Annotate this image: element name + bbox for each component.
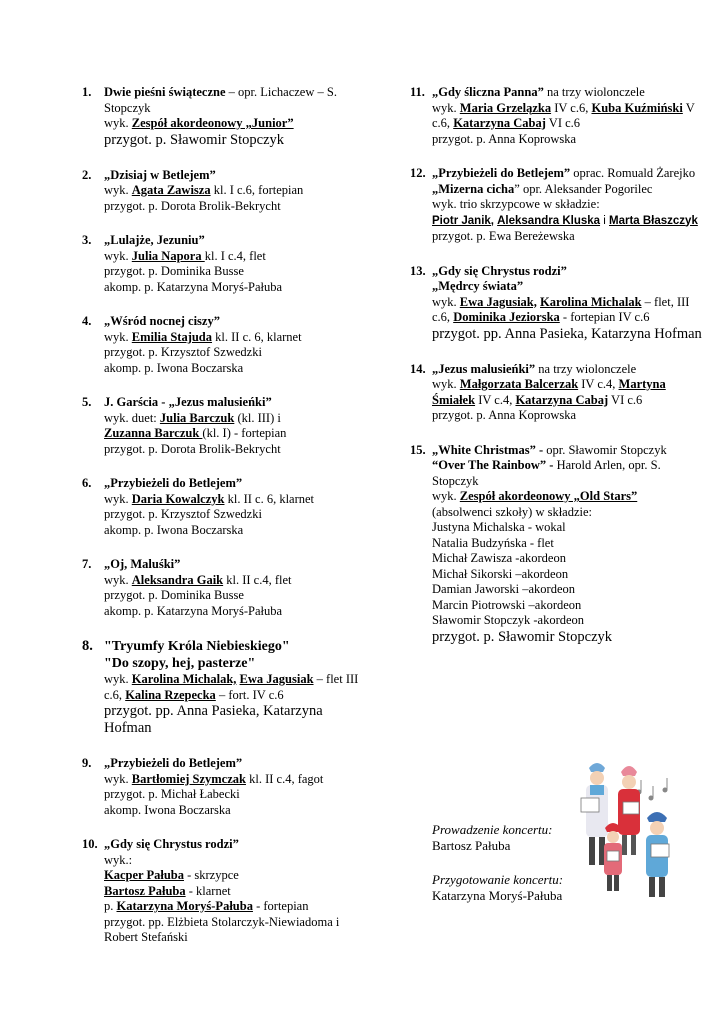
preparer: przygot. p. Sławomir Stopczyk bbox=[104, 131, 285, 148]
preparer: przygot. p. Michał Łabecki bbox=[104, 787, 240, 801]
piece-title: Dwie pieśni świąteczne bbox=[104, 85, 226, 99]
piece-title: "Tryumfy Króla Niebieskiego" bbox=[104, 639, 290, 654]
program-item-5 bbox=[82, 395, 372, 457]
performer: Kacper Pałuba bbox=[104, 868, 184, 882]
performer: Zespół akordeonowy „Junior” bbox=[131, 116, 294, 130]
preparer: przygot. p. Dominika Busse bbox=[104, 264, 244, 278]
program-item-7 bbox=[82, 557, 372, 619]
performer-detail: V c.6, bbox=[432, 100, 695, 130]
carolers-illustration bbox=[577, 758, 682, 900]
ensemble-label: wyk. trio skrzypcowe w składzie: bbox=[432, 197, 600, 211]
performer: Zuzanna Barczuk bbox=[104, 426, 203, 440]
performer: Katarzyna Cabaj bbox=[453, 116, 546, 130]
piece-title: „Dzisiaj w Betlejem” bbox=[104, 167, 216, 182]
performer-detail: IV c.6, bbox=[551, 100, 592, 115]
item-number: 9. bbox=[82, 756, 92, 770]
prep-label: Przygotowanie koncertu: bbox=[432, 872, 564, 887]
performer: Bartłomiej Szymczak bbox=[131, 771, 246, 786]
performer-detail: IV c.4, bbox=[578, 377, 619, 391]
program-item-3 bbox=[82, 233, 372, 295]
performer-label: wyk. bbox=[432, 377, 460, 391]
caroler-figure bbox=[581, 763, 608, 865]
ensemble-note: (absolwenci szkoły) w składzie: bbox=[432, 504, 593, 519]
item-number: 1. bbox=[82, 85, 92, 99]
piece-title: „White Christmas” - bbox=[432, 442, 544, 457]
performer: Agata Zawisza bbox=[131, 183, 211, 197]
performer: Aleksandra Gaik bbox=[131, 572, 224, 587]
host-label: Prowadzenie koncertu: bbox=[432, 822, 553, 837]
performer-detail: – flet, III c.6, bbox=[432, 294, 690, 324]
performer: Maria Grzelązka bbox=[459, 100, 552, 115]
performer-label: wyk. bbox=[432, 294, 460, 309]
member: Michał Sikorski –akordeon bbox=[432, 566, 569, 581]
performer-label: wyk. bbox=[104, 116, 132, 130]
program-item-12 bbox=[410, 166, 705, 245]
performer-label: wyk. bbox=[432, 100, 460, 115]
item-number: 6. bbox=[82, 476, 92, 490]
piece-note: oprac. Romuald Żarejko bbox=[570, 166, 696, 180]
performer-detail: kl. II c.4, flet bbox=[223, 572, 292, 587]
performer-detail: – flet III c.6, bbox=[104, 672, 359, 702]
item-number: 11. bbox=[410, 85, 425, 99]
item-number: 10. bbox=[82, 837, 98, 851]
item-number: 3. bbox=[82, 233, 92, 247]
performer: Ewa Jagusiak, bbox=[459, 294, 537, 309]
piece-note: na trzy wiolonczele bbox=[535, 361, 637, 376]
preparer: przygot. p. Sławomir Stopczyk bbox=[432, 628, 613, 645]
program-item-15 bbox=[410, 443, 705, 646]
member: Justyna Michalska - wokal bbox=[432, 520, 566, 534]
performer-detail: VI c.6 bbox=[608, 392, 643, 407]
performer: Marta Błaszczyk bbox=[609, 214, 698, 227]
arranger: – opr. Lichaczew – S. Stopczyk bbox=[104, 85, 337, 115]
performer: Zespół akordeonowy „Old Stars” bbox=[459, 489, 638, 503]
piece-title-2: “Over The Rainbow” - bbox=[432, 458, 554, 472]
accompanist: akomp. p. Iwona Boczarska bbox=[104, 522, 244, 537]
performer: Karolina Michalak, bbox=[131, 672, 237, 686]
performer: Ewa Jagusiak bbox=[239, 672, 314, 686]
item-number: 4. bbox=[82, 314, 92, 328]
performer-detail: (kl. I) - fortepian bbox=[202, 426, 287, 440]
accompanist: akomp. p. Katarzyna Moryś-Pałuba bbox=[104, 279, 283, 294]
preparer: przygot. p. Dorota Brolik-Bekrycht bbox=[104, 441, 281, 456]
program-item-4 bbox=[82, 314, 372, 376]
piece-title: „Przybieżeli do Betlejem” bbox=[432, 166, 571, 180]
item-number: 2. bbox=[82, 167, 92, 182]
performer-separator: i bbox=[600, 214, 609, 227]
program-item-6 bbox=[82, 476, 372, 538]
item-number: 15. bbox=[410, 442, 426, 457]
performer: Julia Napora bbox=[131, 248, 205, 263]
item-number: 5. bbox=[82, 395, 92, 409]
performer-label: wyk. bbox=[104, 771, 132, 786]
piece-title-2: „Mizerna cicha bbox=[432, 181, 515, 196]
piece-title-2: "Do szopy, hej, pasterze" bbox=[104, 656, 256, 671]
performer-label: wyk. bbox=[104, 183, 132, 197]
host-name: Bartosz Pałuba bbox=[432, 838, 511, 853]
performer-detail: (kl. III) i bbox=[234, 410, 281, 425]
member: Damian Jaworski –akordeon bbox=[432, 582, 576, 596]
performer: Piotr Janik, bbox=[432, 214, 494, 227]
performer: Daria Kowalczyk bbox=[131, 491, 225, 506]
performer: Emilia Stajuda bbox=[131, 329, 213, 344]
left-column bbox=[82, 85, 372, 965]
concert-preparation bbox=[432, 872, 563, 904]
performer-detail: – fort. IV c.6 bbox=[215, 687, 284, 702]
piece-note: na trzy wiolonczele bbox=[543, 85, 645, 99]
program-item-9 bbox=[82, 756, 372, 818]
performer-detail: VI c.6 bbox=[545, 116, 581, 130]
performer-detail: - klarnet bbox=[185, 883, 231, 898]
performer-detail: kl. II c. 6, klarnet bbox=[224, 491, 315, 506]
performer-detail: kl. II c.4, fagot bbox=[245, 771, 324, 786]
preparer: przygot. p. Krzysztof Szwedzki bbox=[104, 507, 262, 521]
performer: Karolina Michalak bbox=[540, 294, 642, 309]
performer: Aleksandra Kluska bbox=[497, 214, 601, 227]
performer: Małgorzata Balcerzak bbox=[459, 377, 579, 391]
performer-label: wyk. bbox=[104, 329, 132, 344]
performer-detail: kl. II c. 6, klarnet bbox=[212, 329, 302, 344]
piece-title: „Oj, Maluśki” bbox=[104, 557, 181, 571]
performer: Kalina Rzepecka bbox=[125, 687, 216, 702]
piece-title: „Przybieżeli do Betlejem” bbox=[104, 476, 243, 490]
item-number: 8. bbox=[82, 638, 93, 654]
performer-detail: IV c.4, bbox=[475, 392, 516, 407]
program-item-11 bbox=[410, 85, 705, 147]
performer-label: wyk. bbox=[104, 248, 132, 263]
member: Sławomir Stopczyk -akordeon bbox=[432, 613, 585, 627]
preparer: przygot. pp. Anna Pasieka, Katarzyna Hofman bbox=[104, 703, 323, 736]
member: Michał Zawisza -akordeon bbox=[432, 551, 566, 565]
performer-label: wyk. bbox=[104, 491, 132, 506]
program-item-14 bbox=[410, 362, 705, 424]
performer: Katarzyna Moryś-Pałuba bbox=[116, 899, 253, 913]
performer-detail: - fortepian bbox=[252, 899, 309, 913]
performer-prefix: p. bbox=[104, 899, 117, 913]
performer-detail: kl. I c.6, fortepian bbox=[210, 183, 304, 197]
program-item-2 bbox=[82, 168, 372, 215]
performer-label: wyk. bbox=[104, 672, 132, 686]
item-number: 13. bbox=[410, 263, 426, 278]
performer-label: wyk. bbox=[432, 489, 460, 503]
music-notes-icon bbox=[637, 778, 668, 801]
performer-label: wyk. bbox=[104, 572, 132, 587]
piece-note: ” opr. Aleksander Pogorilec bbox=[514, 181, 653, 196]
performer-detail: - skrzypce bbox=[183, 868, 239, 882]
right-column bbox=[410, 85, 705, 665]
preparer: przygot. pp. Elżbieta Stolarczyk-Niewiadoma i Robert Stefański bbox=[104, 914, 340, 944]
item-number: 14. bbox=[410, 361, 426, 376]
piece-title: „Gdy śliczna Panna” bbox=[432, 85, 544, 99]
performer: Kuba Kuźmiński bbox=[591, 100, 683, 115]
piece-title: „Przybieżeli do Betlejem” bbox=[104, 756, 243, 770]
preparer: przygot. p. Krzysztof Szwedzki bbox=[104, 345, 262, 359]
piece-title: „Wśród nocnej ciszy” bbox=[104, 314, 220, 328]
item-number: 7. bbox=[82, 557, 92, 571]
preparer: przygot. p. Ewa Bereżewska bbox=[432, 229, 575, 243]
item-number: 12. bbox=[410, 166, 426, 180]
piece-title-2: „Mędrcy świata” bbox=[432, 279, 524, 293]
accompanist: akomp. Iwona Boczarska bbox=[104, 802, 231, 817]
preparer: przygot. p. Dorota Brolik-Bekrycht bbox=[104, 198, 281, 213]
program-item-10 bbox=[82, 837, 372, 946]
program-item-8 bbox=[82, 638, 372, 737]
performer-label: wyk. duet: bbox=[104, 410, 160, 425]
member: Marcin Piotrowski –akordeon bbox=[432, 597, 582, 612]
accompanist: akomp. p. Iwona Boczarska bbox=[104, 360, 244, 375]
program-item-13 bbox=[410, 264, 705, 343]
performer: Bartosz Pałuba bbox=[104, 883, 186, 898]
piece-title: „Jezus malusieńki” bbox=[432, 361, 536, 376]
piece-note: opr. Sławomir Stopczyk bbox=[543, 442, 667, 457]
caroler-figure bbox=[646, 812, 669, 897]
caroler-figure bbox=[618, 766, 640, 855]
performer-detail: - fortepian IV c.6 bbox=[559, 310, 650, 324]
piece-title: „Gdy się Chrystus rodzi” bbox=[104, 837, 239, 851]
performer: Julia Barczuk bbox=[159, 410, 235, 425]
piece-note: Harold Arlen, opr. S. Stopczyk bbox=[432, 458, 661, 488]
piece-title: J. Garścia - „Jezus malusieńki” bbox=[104, 395, 272, 409]
piece-title: „Lulajże, Jezuniu” bbox=[104, 233, 205, 247]
performer: Martyna Śmiałek bbox=[432, 377, 666, 407]
program-item-1 bbox=[82, 85, 372, 149]
prep-name: Katarzyna Moryś-Pałuba bbox=[432, 888, 563, 903]
performer: Dominika Jeziorska bbox=[453, 310, 560, 324]
accompanist: akomp. p. Katarzyna Moryś-Pałuba bbox=[104, 603, 283, 618]
performer-label: wyk.: bbox=[104, 852, 133, 867]
preparer: przygot. p. Dominika Busse bbox=[104, 588, 244, 602]
concert-host bbox=[432, 822, 552, 854]
performer-detail: kl. I c.4, flet bbox=[204, 248, 266, 263]
member: Natalia Budzyńska - flet bbox=[432, 535, 554, 550]
preparer: przygot. p. Anna Koprowska bbox=[432, 408, 577, 422]
preparer: przygot. pp. Anna Pasieka, Katarzyna Hofman bbox=[432, 325, 702, 342]
preparer: przygot. p. Anna Koprowska bbox=[432, 131, 577, 146]
piece-title: „Gdy się Chrystus rodzi” bbox=[432, 263, 567, 278]
performer: Katarzyna Cabaj bbox=[515, 392, 609, 407]
